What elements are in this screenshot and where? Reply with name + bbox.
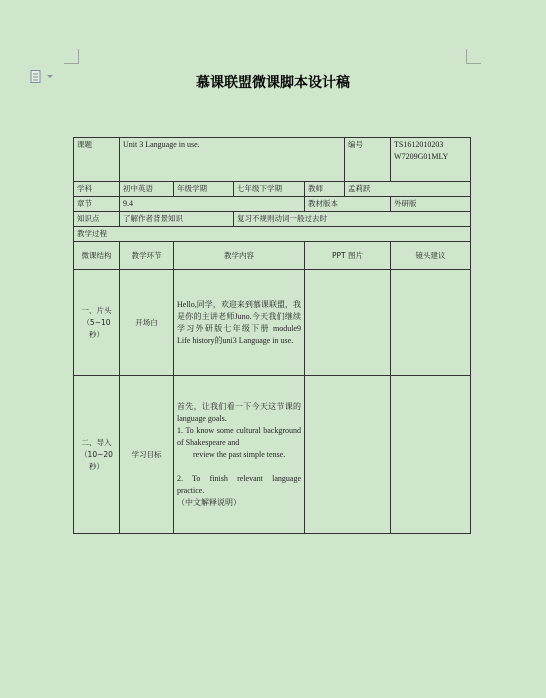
row-content — [174, 376, 305, 534]
subject-label: 学科 — [74, 182, 120, 197]
term-value: 七年级下学期 — [234, 182, 305, 197]
page-corner-marker-top-left — [64, 49, 79, 64]
topic-label: 课题 — [74, 138, 120, 182]
goal-1: 1. To know some cultural background of Shakespeare and — [177, 425, 301, 447]
row-stage: 学习目标 — [120, 376, 174, 534]
teacher-label: 教师 — [305, 182, 345, 197]
explanation-note: （中文解释说明） — [177, 497, 241, 507]
knowledge-value-2: 复习不规则动词一般过去时 — [234, 212, 471, 227]
page-corner-marker-top-right — [466, 49, 481, 64]
row-content: Hello,同学，欢迎来到慕课联盟，我是你的主讲老师Juno.今天我们继续学习外研版七年级下册 module9 Life history的uni3 Language in use. — [174, 270, 305, 376]
structure-time: （10~20 秒） — [80, 449, 113, 471]
structure-title: 二、导入 — [81, 437, 112, 447]
header-camera: 镜头建议 — [391, 242, 471, 270]
goal-1-continued: review the past simple tense. — [193, 449, 286, 459]
textbook-label: 教材版本 — [305, 197, 391, 212]
row-camera — [391, 376, 471, 534]
textbook-value: 外研版 — [391, 197, 471, 212]
script-design-table — [73, 137, 471, 534]
header-ppt: PPT 图片 — [305, 242, 391, 270]
row-camera — [391, 270, 471, 376]
process-label: 教学过程 — [74, 227, 471, 242]
subject-value: 初中英语 — [120, 182, 174, 197]
code-value: TS1612010203 W7209G01MLY — [391, 138, 471, 182]
row-structure-cell — [74, 376, 120, 534]
header-content: 教学内容 — [174, 242, 305, 270]
row-ppt — [305, 376, 391, 534]
header-stage: 教学环节 — [120, 242, 174, 270]
row-ppt — [305, 270, 391, 376]
structure-time: （5~10 秒） — [82, 317, 111, 339]
knowledge-value-1: 了解作者背景知识 — [120, 212, 234, 227]
chapter-value: 9.4 — [120, 197, 305, 212]
page-title: 慕课联盟微课脚本设计稿 — [196, 75, 350, 91]
knowledge-label: 知识点 — [74, 212, 120, 227]
structure-title: 一、片头 — [81, 305, 112, 315]
row-structure-cell — [74, 270, 120, 376]
code-label: 编号 — [345, 138, 391, 182]
term-label: 年级学期 — [174, 182, 234, 197]
goal-2: 2. To finish relevant language practice. — [177, 473, 301, 495]
teacher-value: 孟莉跃 — [345, 182, 471, 197]
chapter-label: 章节 — [74, 197, 120, 212]
content-intro: 首先，让我们看一下今天这节课的 language goals. — [177, 401, 301, 423]
row-stage: 开场白 — [120, 270, 174, 376]
topic-value: Unit 3 Language in use. — [120, 138, 345, 182]
spacer — [177, 461, 301, 473]
header-structure: 微课结构 — [74, 242, 120, 270]
